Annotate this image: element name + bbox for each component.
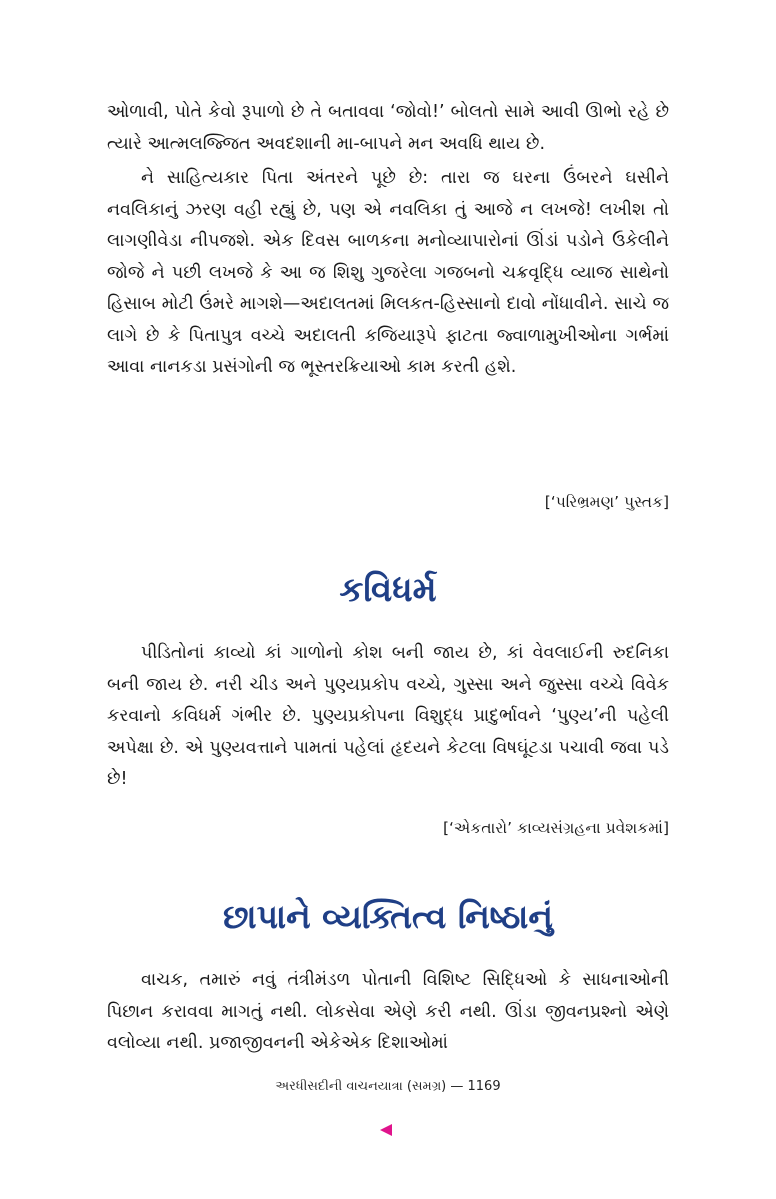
section3-body [107, 965, 669, 1060]
paragraph: વાચક, તમારું નવું તંત્રીમંડળ પોતાની વિશિષ્ટ સિદ્ધિઓ કે સાધનાઓની પિછાન કરાવવા માગતું નથી. લોકસેવા એણે કરી નથી. ઊંડા જીવનપ્રશ્નો એણે વલોવ્યા નથી. પ્રજાજીવનની એકેએક દિશાઓમાં [107, 970, 669, 1053]
source-citation: [‘એકતારો’ કાવ્યસંગ્રહના પ્રવેશકમાં] [442, 819, 669, 837]
paragraph-continued: ઓળાવી, પોતે કેવો રૂપાળો છે તે બતાવવા ‘જોવો!’ બોલતો સામે આવી ઊભો રહે છે ત્યારે આત્મલજ્જિત અવદશાની મા-બાપને મન અવધિ થાય છે. [107, 102, 669, 154]
paragraph: પીડિતોનાં કાવ્યો કાં ગાળોનો કોશ બની જાય છે, કાં વેવલાઈની રુદનિકા બની જાય છે. નરી ચીડ અને પુણ્યપ્રકોપ વચ્ચે, ગુસ્સા અને જુસ્સા વચ્ચે વિવેક કરવાનો કવિધર્મ ગંભીર છે. પુણ્યપ્રકોપના વિશુદ્ધ પ્રાદુર્ભાવને ‘પુણ્ય’ની પહેલી અપેક્ષા છે. એ પુણ્યવત્તાને પામતાં પહેલાં હૃદયને કેટલા વિષઘૂંટડા પચાવી જવા પડે છે! [107, 643, 669, 789]
triangle-left-icon[interactable] [380, 1124, 392, 1136]
paragraph: ને સાહિત્યકાર પિતા અંતરને પૂછે છે: તારા જ ઘરના ઉંબરને ઘસીને નવલિકાનું ઝરણ વહી રહ્યું છે, પણ એ નવલિકા તું આજે ન લખજે! લખીશ તો લાગણીવેડા નીપજશે. એક દિવસ બાળકના મનોવ્યાપારોનાં ઊંડાં પડોને ઉકેલીને જોજે ને પછી લખજે કે આ જ શિશુ ગુજરેલા ગજબનો ચક્રવૃદ્ધિ વ્યાજ સાથેનો હિસાબ મોટી ઉંમરે માગશે—અદાલતમાં મિલકત-હિસ્સાનો દાવો નોંધાવીને. સાચે જ લાગે છે કે પિતાપુત્ર વચ્ચે અદાલતી કજિયારૂપે ફાટતા જ્વાળામુખીઓના ગર્ભમાં આવા નાનકડા પ્રસંગોની જ ભૂસ્તરક્રિયાઓ કામ કરતી હશે. [107, 168, 669, 377]
section-heading: છાપાને વ્યક્તિત્વ નિષ્ઠાનું [223, 897, 553, 936]
section1-body [107, 97, 669, 384]
section2-body [107, 638, 669, 796]
page-footer: અરધીસદીની વાચનયાત્રા (સમગ્ર) — 1169 [275, 1079, 501, 1094]
section-heading: કવિધર્મ [339, 570, 437, 610]
source-citation: [‘પરિભ્રમણ’ પુસ્તક] [544, 493, 669, 511]
